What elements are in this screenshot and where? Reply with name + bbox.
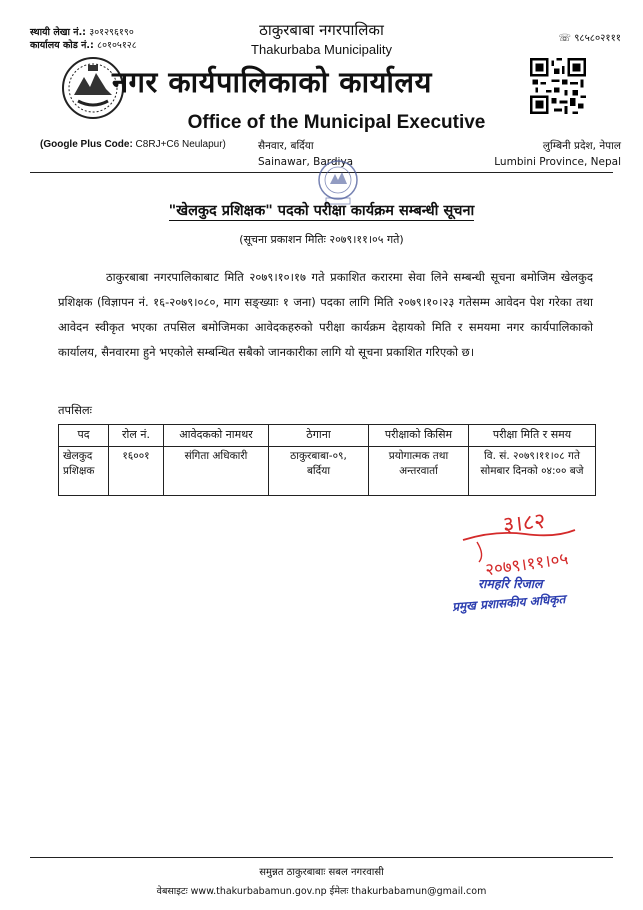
header-address: ठेगाना: [269, 425, 369, 447]
location-en: Sainawar, Bardiya: [258, 156, 354, 168]
header-name: आवेदकको नामथर: [164, 425, 269, 447]
table-header-row: [59, 425, 596, 447]
svg-text:३।८२: ३।८२: [501, 508, 547, 539]
email-link[interactable]: thakurbabamun@gmail.com: [351, 886, 487, 897]
municipality-name-np: ठाकुरबाबा नगरपालिका: [259, 21, 384, 39]
cell-address: ठाकुरबाबा-०९, बर्दिया: [269, 447, 369, 496]
footer-contact: [0, 884, 643, 897]
website-link[interactable]: www.thakurbabamun.gov.np: [190, 886, 327, 897]
cell-name: संगिता अधिकारी: [164, 447, 269, 496]
signatory-name: रामहरि रिजाल: [478, 576, 543, 591]
office-title-en: Office of the Municipal Executive: [187, 112, 486, 133]
province: [494, 138, 621, 170]
cell-exam-type: प्रयोगात्मक तथा अन्तरवार्ता: [369, 447, 469, 496]
province-np: लुम्बिनी प्रदेश, नेपाल: [542, 140, 621, 152]
header-exam-type: परीक्षाको किसिम: [369, 425, 469, 447]
notice-body: ठाकुरबाबा नगरपालिकाबाट मिति २०७९।१०।१७ गते प्रकाशित करारमा सेवा लिने सम्बन्धी सूचना बमोजिम खेलकुद प्रशिक्षक (विज्ञापन नं. १६-२०७९।०८०, माग सङ्ख्याः १ जना) पदका लागि मिति २०७९।१०।२३ गतेसम्म आवेदन पेश गरेका तथा आवेदन स्वीकृत भएका तपसिल बमोजिमका आवेदकहरुको परीक्षा कार्यक्रम देहायको मिति र समयमा नगर कार्यपालिकाको कार्यालय, सैनवारमा हुने भएकोले सम्बन्धित सबैको जानकारीका लागि यो सूचना प्रकाशित गरिएको छ।: [58, 270, 593, 359]
cell-post: खेलकुद प्रशिक्षक: [59, 447, 109, 496]
cell-exam-datetime: वि. सं. २०७९।११।०८ गते सोमबार दिनको ०४:०० बजे: [469, 447, 596, 496]
office-code-label: कार्यालय कोड नं.:: [30, 40, 94, 51]
location-np: सैनवार, बर्दिया: [258, 140, 314, 152]
perm-account-label: स्थायी लेखा नं.:: [30, 27, 86, 38]
province-en: Lumbini Province, Nepal: [494, 156, 621, 168]
header-roll: रोल नं.: [109, 425, 164, 447]
phone-number: ☏ ९८५८०२१११: [558, 33, 621, 44]
office-code-value: ८०१०५१२८: [97, 40, 137, 51]
signatory-title: प्रमुख प्रशासकीय अधिकृत: [451, 592, 566, 614]
office-title-np: नगर कार्यपालिकाको कार्यालय: [112, 65, 432, 99]
footer-motto: समुन्नत ठाकुरबाबाः सबल नगरवासी: [259, 867, 384, 878]
google-plus-code: (Google Plus Code: C8RJ+C6 Neulapur): [40, 139, 226, 150]
publication-date: (सूचना प्रकाशन मितिः २०७९।११।०५ गते): [239, 233, 404, 246]
table-row: [59, 447, 596, 496]
header-exam-datetime: परीक्षा मिति र समय: [469, 425, 596, 447]
notice-subject: "खेलकुद प्रशिक्षक" पदको परीक्षा कार्यक्रम सम्बन्धी सूचना: [168, 203, 475, 219]
exam-schedule-table: [58, 424, 596, 496]
header-post: पद: [59, 425, 109, 447]
email-label: ईमेलः: [329, 886, 349, 897]
office-stamp-icon: [316, 158, 360, 206]
website-label: वेबसाइटः: [156, 886, 188, 897]
municipality-name-en: Thakurbaba Municipality: [251, 42, 392, 57]
svg-text:२०७९।११।०५: २०७९।११।०५: [483, 549, 570, 581]
cell-roll: १६००१: [109, 447, 164, 496]
tapasil-label: तपसिलः: [58, 403, 92, 417]
qr-code-icon: [530, 58, 586, 114]
footer-divider: [30, 857, 613, 858]
perm-account-value: ३०१२९६१९०: [89, 27, 134, 38]
